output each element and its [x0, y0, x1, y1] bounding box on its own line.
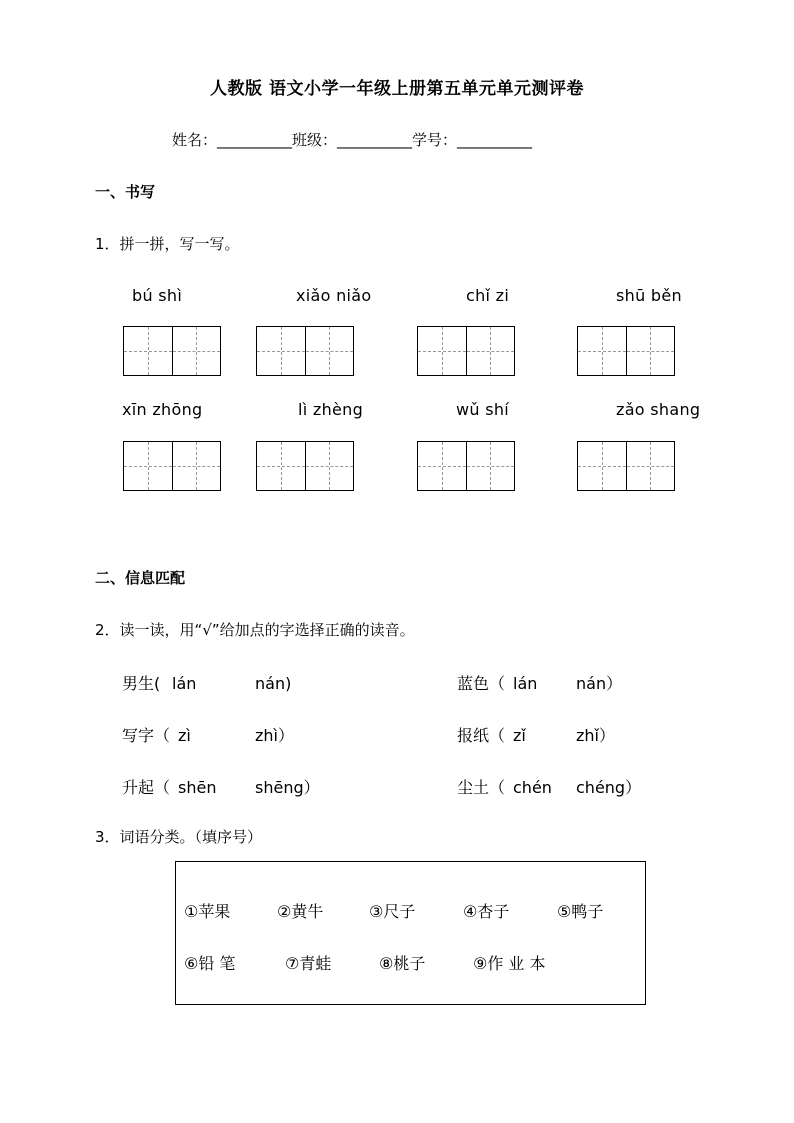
writing-cell[interactable]: [418, 442, 467, 490]
writing-cell[interactable]: [627, 327, 675, 375]
writing-cell[interactable]: [257, 442, 306, 490]
writing-cell[interactable]: [173, 327, 221, 375]
option-b[interactable]: shēng）: [255, 778, 320, 797]
reading-choice-item: [457, 775, 641, 798]
word: 蓝色（: [457, 674, 506, 693]
page-title: 人教版 语文小学一年级上册第五单元单元测评卷: [210, 79, 584, 99]
pinyin-label: xiǎo niǎo: [296, 286, 372, 305]
option-a[interactable]: lán: [172, 674, 197, 693]
word: 报纸（: [457, 726, 506, 745]
option-b[interactable]: zhì）: [255, 726, 294, 745]
writing-grid[interactable]: [123, 441, 221, 491]
writing-cell[interactable]: [306, 442, 354, 490]
option-a[interactable]: shēn: [178, 778, 217, 797]
word-bank-item: ⑧桃子: [379, 954, 426, 973]
option-b[interactable]: nán): [255, 674, 292, 693]
pinyin-label: wǔ shí: [456, 400, 510, 419]
option-a[interactable]: zì: [178, 726, 191, 745]
reading-choice-item: [122, 671, 291, 694]
word-bank-item: ②黄牛: [277, 902, 324, 921]
writing-cell[interactable]: [467, 442, 515, 490]
word-bank-item: ①苹果: [184, 902, 231, 921]
word: 升起（: [122, 778, 171, 797]
writing-grid[interactable]: [577, 326, 675, 376]
writing-grid[interactable]: [256, 441, 354, 491]
section-writing-heading: 一、书写: [95, 183, 156, 201]
pinyin-label: lì zhèng: [298, 400, 364, 419]
pinyin-label: zǎo shang: [616, 400, 701, 419]
writing-grid[interactable]: [417, 441, 515, 491]
word-bank-item: ③尺子: [369, 902, 416, 921]
writing-grid[interactable]: [123, 326, 221, 376]
pinyin-label: chǐ zi: [466, 286, 510, 305]
word: 男生(: [122, 674, 161, 693]
writing-cell[interactable]: [124, 442, 173, 490]
question-1-prompt: 1．拼一拼，写一写。: [95, 235, 240, 253]
writing-cell[interactable]: [124, 327, 173, 375]
writing-cell[interactable]: [578, 327, 627, 375]
writing-grid[interactable]: [417, 326, 515, 376]
option-a[interactable]: lán: [513, 674, 538, 693]
word-bank-item: ⑤鸭子: [557, 902, 604, 921]
writing-cell[interactable]: [173, 442, 221, 490]
writing-cell[interactable]: [467, 327, 515, 375]
option-a[interactable]: chén: [513, 778, 552, 797]
writing-cell[interactable]: [306, 327, 354, 375]
option-b[interactable]: zhǐ）: [576, 726, 615, 745]
option-b[interactable]: nán）: [576, 674, 623, 693]
pinyin-label: bú shì: [132, 286, 183, 305]
word-bank-item: ⑥铅 笔: [184, 954, 236, 973]
writing-cell[interactable]: [578, 442, 627, 490]
word-bank-box: [175, 861, 646, 1005]
word-bank-item: ⑦青蛙: [285, 954, 332, 973]
word-bank-item: ⑨作 业 本: [473, 954, 546, 973]
student-info-line: 姓名：__________班级：__________学号：__________: [172, 131, 533, 149]
writing-grid[interactable]: [577, 441, 675, 491]
word: 写字（: [122, 726, 171, 745]
option-a[interactable]: zǐ: [513, 726, 526, 745]
writing-cell[interactable]: [627, 442, 675, 490]
pinyin-label: xīn zhōng: [122, 400, 203, 419]
question-2-prompt: 2．读一读，用“√”给加点的字选择正确的读音。: [95, 621, 415, 639]
reading-choice-item: [457, 723, 615, 746]
question-3-prompt: 3．词语分类。（填序号）: [95, 828, 263, 846]
word-bank-item: ④杏子: [463, 902, 510, 921]
reading-choice-item: [122, 775, 320, 798]
writing-grid[interactable]: [256, 326, 354, 376]
writing-cell[interactable]: [257, 327, 306, 375]
reading-choice-item: [457, 671, 622, 694]
option-b[interactable]: chéng）: [576, 778, 642, 797]
writing-cell[interactable]: [418, 327, 467, 375]
reading-choice-item: [122, 723, 294, 746]
word: 尘土（: [457, 778, 506, 797]
pinyin-label: shū běn: [616, 286, 682, 305]
section-matching-heading: 二、信息匹配: [95, 569, 186, 587]
